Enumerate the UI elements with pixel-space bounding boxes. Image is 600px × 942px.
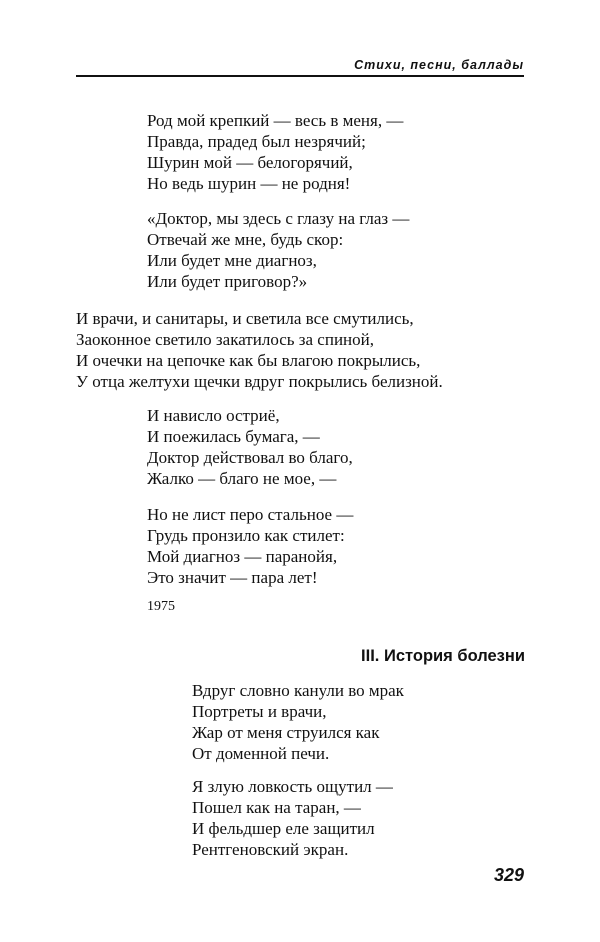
poem-line: «Доктор, мы здесь с глазу на глаз —	[147, 209, 410, 228]
stanza-3	[76, 308, 443, 392]
poem-line: Жалко — благо не мое, —	[147, 469, 337, 488]
poem-line: И фельдшер еле защитил	[192, 819, 375, 838]
poem-line: И очечки на цепочке как бы влагою покрылись,	[76, 351, 421, 370]
poem-line: И врачи, и санитары, и светила все смутились,	[76, 309, 414, 328]
poem-line: Или будет приговор?»	[147, 272, 308, 291]
poem-line: Заоконное светило закатилось за спиной,	[76, 330, 374, 349]
poem-line: Грудь пронзило как стилет:	[147, 526, 345, 545]
poem-line: Доктор действовал во благо,	[147, 448, 353, 467]
poem-line: Пошел как на таран, —	[192, 798, 361, 817]
section-stanza-2	[192, 776, 393, 860]
stanza-1	[147, 110, 403, 194]
poem-line: Род мой крепкий — весь в меня, —	[147, 111, 404, 130]
poem-line: Жар от меня струился как	[192, 723, 380, 742]
poem-line: Отвечай же мне, будь скор:	[147, 230, 344, 249]
poem-line: Шурин мой — белогорячий,	[147, 153, 353, 172]
running-head: Стихи, песни, баллады	[76, 55, 524, 77]
poem-line: Но не лист перо стальное —	[147, 505, 354, 524]
poem-line: Я злую ловкость ощутил —	[192, 777, 393, 796]
poem-line: И поежилась бумага, —	[147, 427, 320, 446]
poem-line: Вдруг словно канули во мрак	[192, 681, 404, 700]
poem-line: Но ведь шурин — не родня!	[147, 174, 351, 193]
poem-line: Портреты и врачи,	[192, 702, 327, 721]
stanza-5	[147, 504, 353, 588]
poem-line: Правда, прадед был незрячий;	[147, 132, 366, 151]
poem-line: У отца желтухи щечки вдруг покрылись белизной.	[76, 372, 443, 391]
poem-line: И нависло остриё,	[147, 406, 280, 425]
poem-line: Это значит — пара лет!	[147, 568, 318, 587]
poem-line: От доменной печи.	[192, 744, 330, 763]
poem-line: Рентгеновский экран.	[192, 840, 349, 859]
stanza-2	[147, 208, 409, 292]
page-number: 329	[493, 865, 524, 885]
section-title: III. История болезни	[361, 647, 525, 665]
poem-year: 1975	[147, 599, 175, 614]
poem-line: Или будет мне диагноз,	[147, 251, 317, 270]
stanza-4	[147, 405, 353, 489]
poem-line: Мой диагноз — паранойя,	[147, 547, 338, 566]
section-stanza-1	[192, 680, 404, 764]
